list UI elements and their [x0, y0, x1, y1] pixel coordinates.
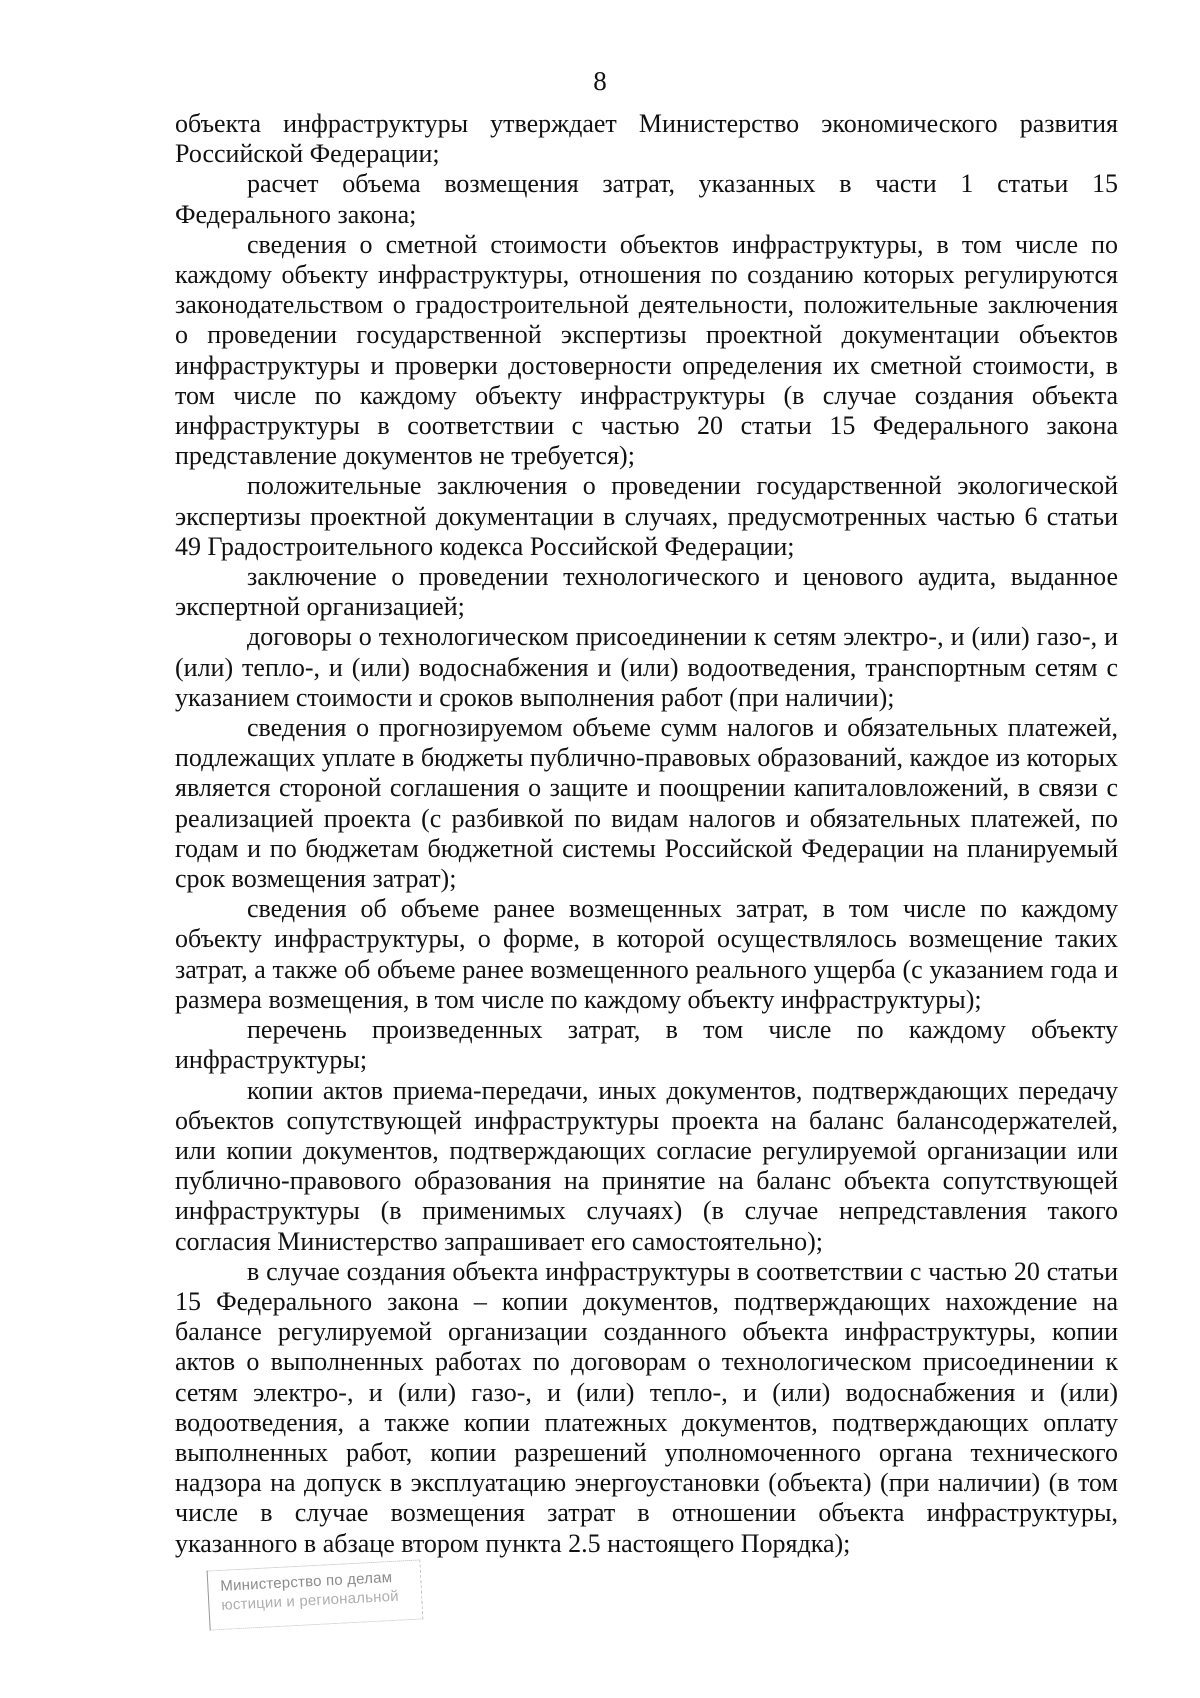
ministry-stamp: [207, 1559, 424, 1630]
paragraph-10: копии актов приема-передачи, иных документов, подтверждающих передачу объектов сопутствующей инфраструктуры проекта на баланс балансодержателей, или копии документов, подтверждающих согласие регулируемой организации или публично-правового образования на принятие на баланс объекта сопутствующей инфраструктуры (в применимых случаях) (в случае непредставления такого согласия Министерство запрашивает его самостоятельно);: [175, 1075, 1118, 1256]
paragraph-6: договоры о технологическом присоединении к сетям электро-, и (или) газо-, и (или) тепло-, и (или) водоснабжения и (или) водоотведения, транспортным сетям с указанием стоимости и сроков выполнения работ (при наличии);: [175, 622, 1118, 712]
paragraph-2: расчет объема возмещения затрат, указанных в части 1 статьи 15 Федерального закона;: [175, 169, 1118, 229]
paragraph-3: сведения о сметной стоимости объектов инфраструктуры, в том числе по каждому объекту инфраструктуры, отношения по созданию которых регулируются законодательством о градостроительной деятельности, положительные заключения о проведении государственной экспертизы проектной документации объектов инфраструктуры и проверки достоверности определения их сметной стоимости, в том числе по каждому объекту инфраструктуры (в случае создания объекта инфраструктуры в соответствии с частью 20 статьи 15 Федерального закона представление документов не требуется);: [175, 229, 1118, 471]
paragraph-8: сведения об объеме ранее возмещенных затрат, в том числе по каждому объекту инфраструктуры, о форме, в которой осуществлялось возмещение таких затрат, а также об объеме ранее возмещенного реального ущерба (с указанием года и размера возмещения, в том числе по каждому объекту инфраструктуры);: [175, 894, 1118, 1014]
paragraph-1: объекта инфраструктуры утверждает Министерство экономического развития Российской Федерации;: [175, 109, 1118, 169]
document-body: [175, 109, 1118, 1559]
paragraph-7: сведения о прогнозируемом объеме сумм налогов и обязательных платежей, подлежащих уплате в бюджеты публично-правовых образований, каждое из которых является стороной соглашения о защите и поощрении капиталовложений, в связи с реализацией проекта (с разбивкой по видам налогов и обязательных платежей, по годам и по бюджетам бюджетной системы Российской Федерации на планируемый срок возмещения затрат);: [175, 713, 1118, 894]
stamp-line-2: юстиции и региональной: [220, 1587, 400, 1614]
paragraph-4: положительные заключения о проведении государственной экологической экспертизы проектной документации в случаях, предусмотренных частью 6 статьи 49 Градостроительного кодекса Российской Федерации;: [175, 471, 1118, 561]
paragraph-9: перечень произведенных затрат, в том числе по каждому объекту инфраструктуры;: [175, 1015, 1118, 1075]
page-number: 8: [593, 66, 607, 96]
stamp-line-1: Министерство по делам: [219, 1568, 393, 1595]
paragraph-5: заключение о проведении технологического и ценового аудита, выданное экспертной организацией;: [175, 562, 1118, 622]
paragraph-11: в случае создания объекта инфраструктуры в соответствии с частью 20 статьи 15 Федерального закона – копии документов, подтверждающих нахождение на балансе регулируемой организации созданного объекта инфраструктуры, копии актов о выполненных работах по договорам о технологическом присоединении к сетям электро-, и (или) газо-, и (или) тепло-, и (или) водоснабжения и (или) водоотведения, а также копии платежных документов, подтверждающих оплату выполненных работ, копии разрешений уполномоченного органа технического надзора на допуск в эксплуатацию энергоустановки (объекта) (при наличии) (в том числе в случае возмещения затрат в отношении объекта инфраструктуры, указанного в абзаце втором пункта 2.5 настоящего Порядка);: [175, 1256, 1118, 1558]
